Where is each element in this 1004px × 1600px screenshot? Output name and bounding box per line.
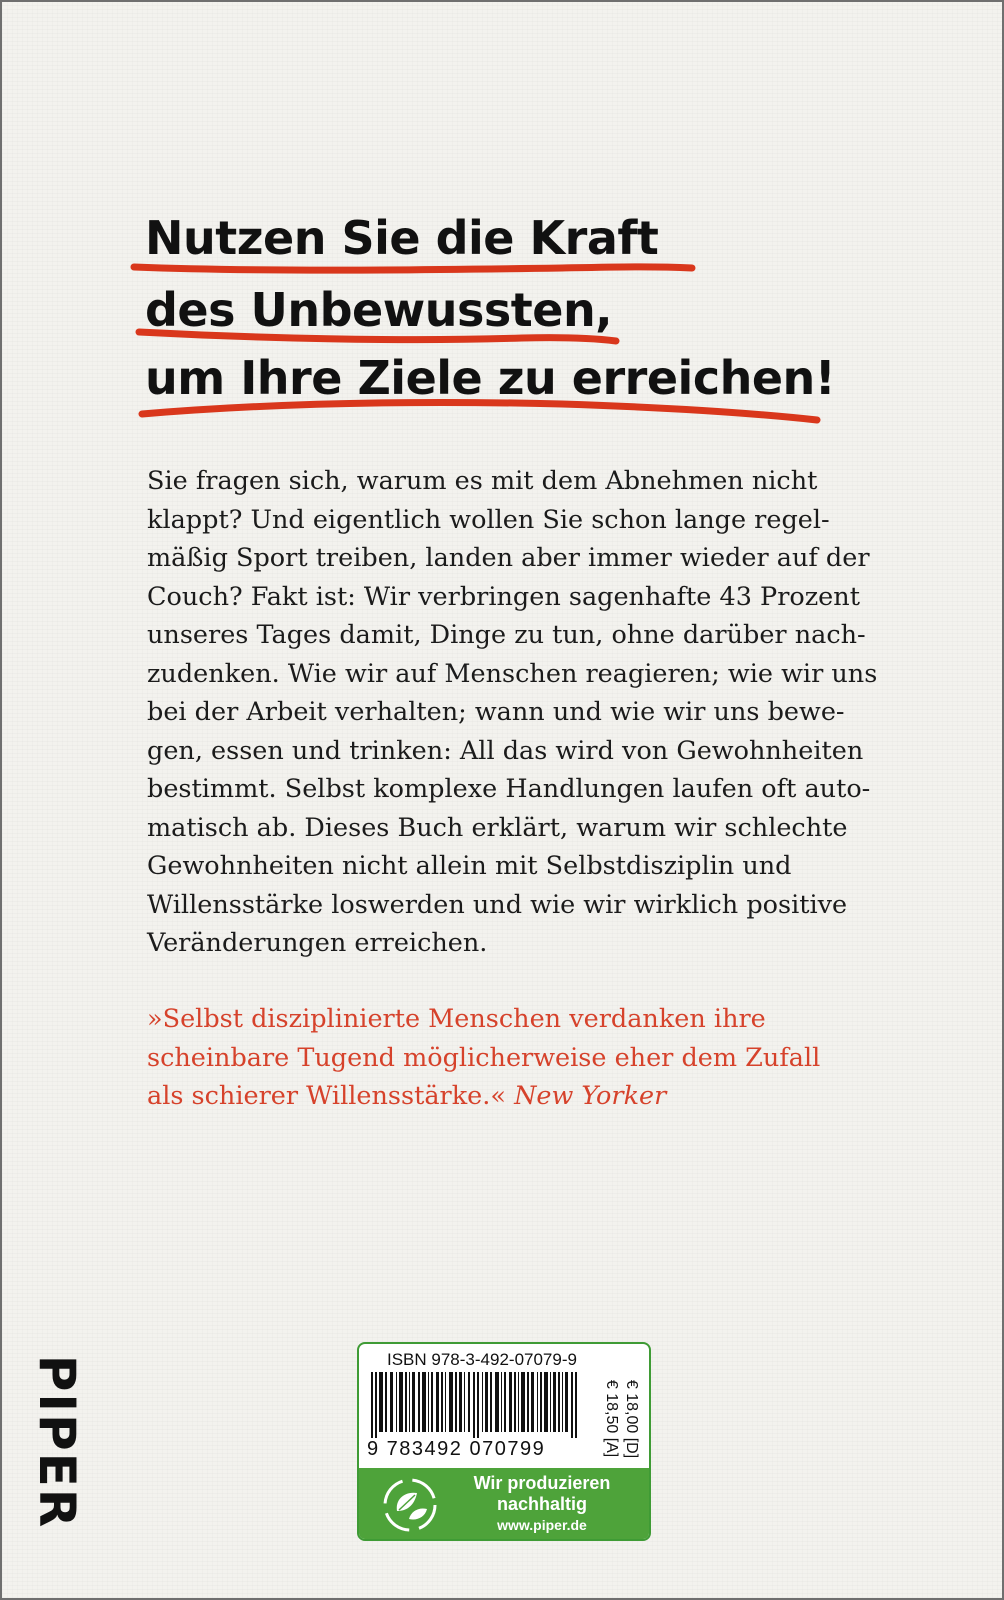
headline-line-1: Nutzen Sie die Kraft <box>145 211 659 265</box>
blurb-line: Veränderungen erreichen. <box>147 928 488 958</box>
quote-line-1: »Selbst disziplinierte Menschen verdanken ihre <box>147 1004 766 1034</box>
eco-line-1: Wir produzieren <box>473 1473 611 1493</box>
blurb-line: bei der Arbeit verhalten; wann und wie wir uns bewe- <box>147 697 845 727</box>
quote-line-3-text: als schierer Willensstärke.« <box>147 1081 506 1111</box>
quote-source: New Yorker <box>514 1081 667 1111</box>
isbn-label: ISBN 978-3-492-07079-9 <box>387 1350 577 1369</box>
price-de: € 18,00 [D] <box>623 1379 640 1459</box>
quote-line-3 <box>147 1077 867 1116</box>
price-text <box>601 1380 641 1458</box>
blurb-line: unseres Tages damit, Dinge zu tun, ohne darüber nach- <box>147 620 866 650</box>
publisher-url: www.piper.de <box>497 1517 587 1533</box>
underline-stroke-1 <box>134 267 692 270</box>
publisher-name: PIPER <box>28 1354 86 1530</box>
blurb-line: Sie fragen sich, warum es mit dem Abnehmen nicht <box>147 466 818 496</box>
blurb-line: klappt? Und eigentlich wollen Sie schon lange regel- <box>147 504 830 535</box>
headline-line-3: um Ihre Ziele zu erreichen! <box>145 351 836 405</box>
barcode-box <box>357 1342 651 1541</box>
headline-line-2: des Unbewussten, <box>145 283 613 337</box>
blurb-text <box>147 462 878 963</box>
price-at: € 18,50 [A] <box>603 1379 620 1458</box>
blurb-line: zudenken. Wie wir auf Menschen reagieren; wie wir uns <box>147 658 878 689</box>
quote-line-2: scheinbare Tugend möglicherweise eher dem Zufall <box>147 1042 821 1073</box>
blurb-line: matisch ab. Dieses Buch erklärt, warum wir schlechte <box>147 812 848 843</box>
press-quote <box>147 1000 867 1116</box>
sustainability-badge <box>359 1468 649 1539</box>
eco-line-2: nachhaltig <box>496 1494 587 1514</box>
blurb-line: bestimmt. Selbst komplexe Handlungen laufen oft auto- <box>147 774 871 804</box>
price-block <box>599 1374 643 1464</box>
recycle-leaves-icon <box>379 1475 441 1535</box>
ean-digits: 9 783492 070799 <box>367 1438 546 1460</box>
blurb-line: gen, essen und trinken: All das wird von Gewohnheiten <box>147 735 864 766</box>
blurb-line: mäßig Sport treiben, landen aber immer wieder auf der <box>147 543 870 573</box>
barcode-icon <box>365 1372 595 1438</box>
blurb-line: Gewohnheiten nicht allein mit Selbstdisziplin und <box>147 851 792 881</box>
publisher-logo <box>28 1352 86 1532</box>
book-back-cover <box>2 2 1002 1598</box>
blurb-line: Couch? Fakt ist: Wir verbringen sagenhafte 43 Prozent <box>147 581 860 612</box>
blurb-line: Willensstärke loswerden und wie wir wirklich positive <box>147 889 848 920</box>
